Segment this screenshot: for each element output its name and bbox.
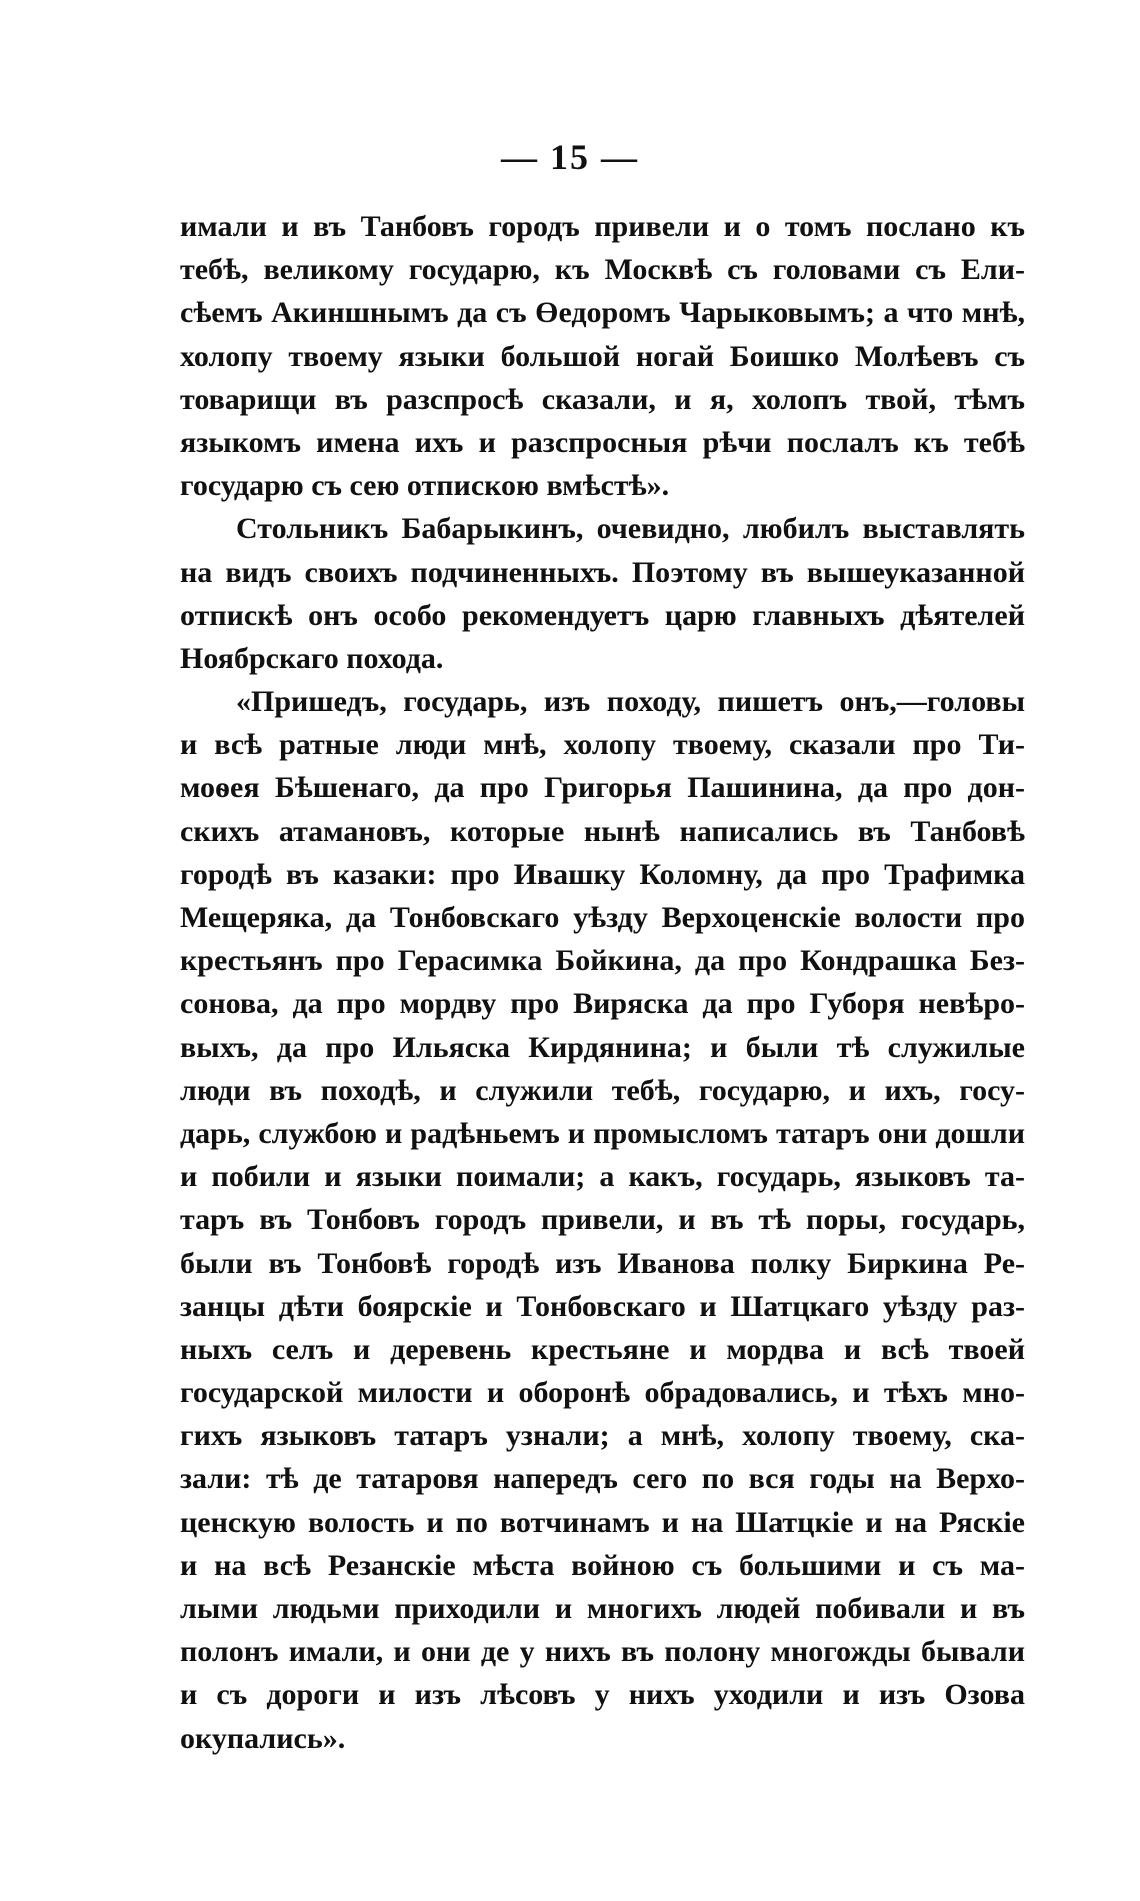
text-line: полонъ имали, и они де у нихъ въ полону многожды бывали xyxy=(180,1635,1025,1669)
text-line: и на всѣ Резанскіе мѣста войною съ большими и съ ма- xyxy=(180,1548,1025,1582)
text-line: «Пришедъ, государь, изъ походу, пишетъ онъ,—головы xyxy=(236,685,1025,719)
text-line: занцы дѣти боярскіе и Тонбовскаго и Шатцкаго уѣзду раз- xyxy=(180,1289,1025,1323)
text-line: отпискѣ онъ особо рекомендуетъ царю главныхъ дѣятелей xyxy=(180,598,1025,632)
text-line: люди въ походѣ, и служили тебѣ, государю, и ихъ, госу- xyxy=(180,1073,1025,1107)
text-line: таръ въ Тонбовъ городъ привели, и въ тѣ поры, государь, xyxy=(180,1203,1025,1237)
text-line: государской милости и оборонѣ обрадовались, и тѣхъ мно- xyxy=(180,1376,1025,1410)
text-line: выхъ, да про Ильяска Кирдянина; и были тѣ служилые xyxy=(180,1030,1025,1064)
text-line: зали: тѣ де татаровя напередъ сего по вся годы на Верхо- xyxy=(180,1462,1025,1496)
text-line: гихъ языковъ татаръ узнали; а мнѣ, холопу твоему, ска- xyxy=(180,1419,1025,1453)
text-line: Мещеряка, да Тонбовскаго уѣзду Верхоценскіе волости про xyxy=(180,901,1025,934)
text-line: моѳея Бѣшенаго, да про Григорья Пашинина, да про дон- xyxy=(180,771,1025,805)
text-line: на видъ своихъ подчиненныхъ. Поэтому въ вышеуказанной xyxy=(180,555,1025,589)
text-line: Ноябрскаго похода. xyxy=(180,641,444,675)
text-line: государю съ сею отпискою вмѣстѣ». xyxy=(180,469,670,503)
text-line: и всѣ ратные люди мнѣ, холопу твоему, сказали про Ти- xyxy=(180,728,1025,762)
text-line: скихъ атамановъ, которые нынѣ написались въ Танбовѣ xyxy=(180,814,1025,848)
body-text xyxy=(180,205,1025,1760)
text-line: были въ Тонбовѣ городѣ изъ Иванова полку Биркина Ре- xyxy=(180,1246,1025,1280)
text-line: крестьянъ про Герасимка Бойкина, да про Кондрашка Без- xyxy=(180,944,1025,978)
text-line: лыми людьми приходили и многихъ людей побивали и въ xyxy=(180,1592,1025,1625)
text-line: ценскую волость и по вотчинамъ и на Шатцкіе и на Ряскіе xyxy=(180,1505,1025,1539)
text-line: имали и въ Танбовъ городъ привели и о томъ послано къ xyxy=(180,210,1025,243)
text-line: ныхъ селъ и деревень крестьяне и мордва и всѣ твоей xyxy=(180,1332,1025,1366)
text-line: сѣемъ Акиншнымъ да съ Өедоромъ Чарыковымъ; а что мнѣ, xyxy=(180,296,1025,330)
text-line: холопу твоему языки большой ногай Боишко Молѣевъ съ xyxy=(180,339,1025,373)
text-line: и съ дороги и изъ лѣсовъ у нихъ уходили и изъ Озова xyxy=(180,1678,1025,1712)
text-line: сонова, да про мордву про Виряска да про Губоря невѣро- xyxy=(180,987,1025,1021)
text-line: и побили и языки поимали; а какъ, государь, языковъ та- xyxy=(180,1160,1025,1194)
text-line: дарь, службою и радѣньемъ и промысломъ татаръ они дошли xyxy=(180,1116,1025,1150)
text-line: языкомъ имена ихъ и разспросныя рѣчи послалъ къ тебѣ xyxy=(180,425,1025,459)
page-number: — 15 — xyxy=(501,137,639,177)
text-line: Стольникъ Бабарыкинъ, очевидно, любилъ выставлять xyxy=(236,512,1025,546)
text-line: тебѣ, великому государю, къ Москвѣ съ головами съ Ели- xyxy=(180,253,1025,287)
text-line: городѣ въ казаки: про Ивашку Коломну, да про Трафимка xyxy=(180,857,1025,891)
text-line: окупались». xyxy=(180,1721,346,1755)
text-line: товарищи въ разспросѣ сказали, и я, холопъ твой, тѣмъ xyxy=(180,382,1025,416)
